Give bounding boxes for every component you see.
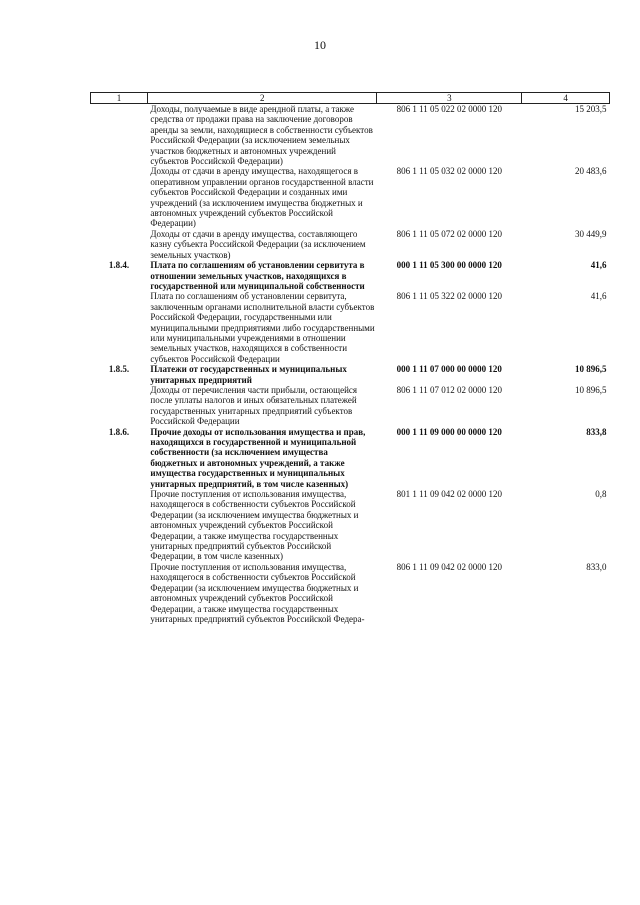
row-description: Доходы от перечисления части прибыли, остающейся после уплаты налогов и иных обязательных платежей государственных унитарных предприятий субъектов Российской Федерации xyxy=(150,384,358,427)
header-row xyxy=(91,93,610,104)
row-number xyxy=(91,385,148,427)
row-description: Прочие поступления от использования имущества, находящегося в собственности субъектов Российской Федерации (за исключением имущества бюджетных и автономных учреждений субъектов Российской Федерации, а также имущества государственных унитарных предприятий субъектов Российской Федерации, в том числе казенных) xyxy=(150,489,359,562)
row-number xyxy=(91,104,148,167)
row-budget-code: 801 1 11 09 042 02 0000 120 xyxy=(396,489,503,500)
row-number xyxy=(91,489,148,562)
row-number xyxy=(91,562,148,624)
row-amount: 833,8 xyxy=(586,426,607,437)
table-row xyxy=(91,291,610,364)
row-amount: 20 483,6 xyxy=(575,166,607,177)
header-col-1: 1 xyxy=(91,93,148,104)
row-number xyxy=(91,291,148,364)
revenue-table xyxy=(90,92,610,624)
page-number: 10 xyxy=(314,38,326,52)
row-number: 1.8.4. xyxy=(108,260,130,271)
row-budget-code: 806 1 11 09 042 02 0000 120 xyxy=(396,561,503,572)
table-header xyxy=(91,93,610,104)
row-amount: 30 449,9 xyxy=(575,228,607,239)
row-amount: 10 896,5 xyxy=(575,384,607,395)
row-amount: 15 203,5 xyxy=(575,104,607,114)
row-description: Плата по соглашениям об установлении сервитута, заключенным органами исполнительной власти субъектов Российской Федерации, государственными или муниципальными предприятиями либо государственными или муниципальными учреждениями в отношении земельных участков, находящихся в собственности субъектов Российской Федерации xyxy=(150,291,375,364)
row-budget-code: 806 1 11 05 322 02 0000 120 xyxy=(396,291,503,302)
row-description: Плата по соглашениям об установлении сервитута в отношении земельных участков, находящихся в государственной или муниципальной собственности xyxy=(150,260,365,291)
row-budget-code: 806 1 11 05 022 02 0000 120 xyxy=(396,104,503,114)
row-budget-code: 000 1 11 07 000 00 0000 120 xyxy=(396,364,502,375)
header-col-4: 4 xyxy=(522,93,610,104)
row-budget-code: 806 1 11 07 012 02 0000 120 xyxy=(396,384,503,395)
row-description: Доходы, получаемые в виде арендной платы, а также средства от продажи права на заключение договоров аренды за земли, находящиеся в собственности субъектов Российской Федерации (за исключением земельных участков бюджетных и автономных учреждений субъектов Российской Федерации) xyxy=(150,104,373,167)
table-row xyxy=(91,260,610,291)
table-row xyxy=(91,364,610,385)
row-budget-code: 806 1 11 05 072 02 0000 120 xyxy=(396,228,503,239)
row-description: Прочие поступления от использования имущества, находящегося в собственности субъектов Российской Федерации (за исключением имущества бюджетных и автономных учреждений субъектов Российской Федерации, а также имущества государственных унитарных предприятий субъектов Российской Федера- xyxy=(150,561,365,624)
table-row xyxy=(91,489,610,562)
row-description: Прочие доходы от использования имущества и прав, находящихся в государственной и муниципальной собственности (за исключением имущества бюджетных и автономных учреждений, а также имущества государственных и муниципальных унитарных предприятий, в том числе казенных) xyxy=(150,426,366,489)
row-budget-code: 000 1 11 09 000 00 0000 120 xyxy=(396,426,502,437)
table-row xyxy=(91,166,610,228)
table-body xyxy=(91,104,610,625)
row-description: Платежи от государственных и муниципальных унитарных предприятий xyxy=(150,364,347,385)
table-row xyxy=(91,427,610,489)
row-amount: 41,6 xyxy=(590,260,607,271)
row-budget-code: 806 1 11 05 032 02 0000 120 xyxy=(396,166,503,177)
row-amount: 41,6 xyxy=(590,291,607,302)
row-amount: 10 896,5 xyxy=(575,364,607,375)
table-row xyxy=(91,229,610,260)
table-row xyxy=(91,562,610,624)
row-budget-code: 000 1 11 05 300 00 0000 120 xyxy=(396,260,502,271)
table-row xyxy=(91,104,610,167)
header-col-2: 2 xyxy=(147,93,377,104)
row-number xyxy=(91,166,148,228)
row-amount: 833,0 xyxy=(586,561,607,572)
row-amount: 0,8 xyxy=(595,489,607,500)
row-description: Доходы от сдачи в аренду имущества, находящегося в оперативном управлении органов государственной власти субъектов Российской Федерации и созданных ими учреждений (за исключением имущества бюджетных и автономных учреждений субъектов Российской Федерации) xyxy=(150,166,374,229)
header-col-3: 3 xyxy=(377,93,522,104)
row-number: 1.8.5. xyxy=(108,364,130,375)
row-number xyxy=(91,229,148,260)
row-number: 1.8.6. xyxy=(108,426,130,437)
table-row xyxy=(91,385,610,427)
row-description: Доходы от сдачи в аренду имущества, составляющего казну субъекта Российской Федерации (за исключением земельных участков) xyxy=(150,228,366,260)
